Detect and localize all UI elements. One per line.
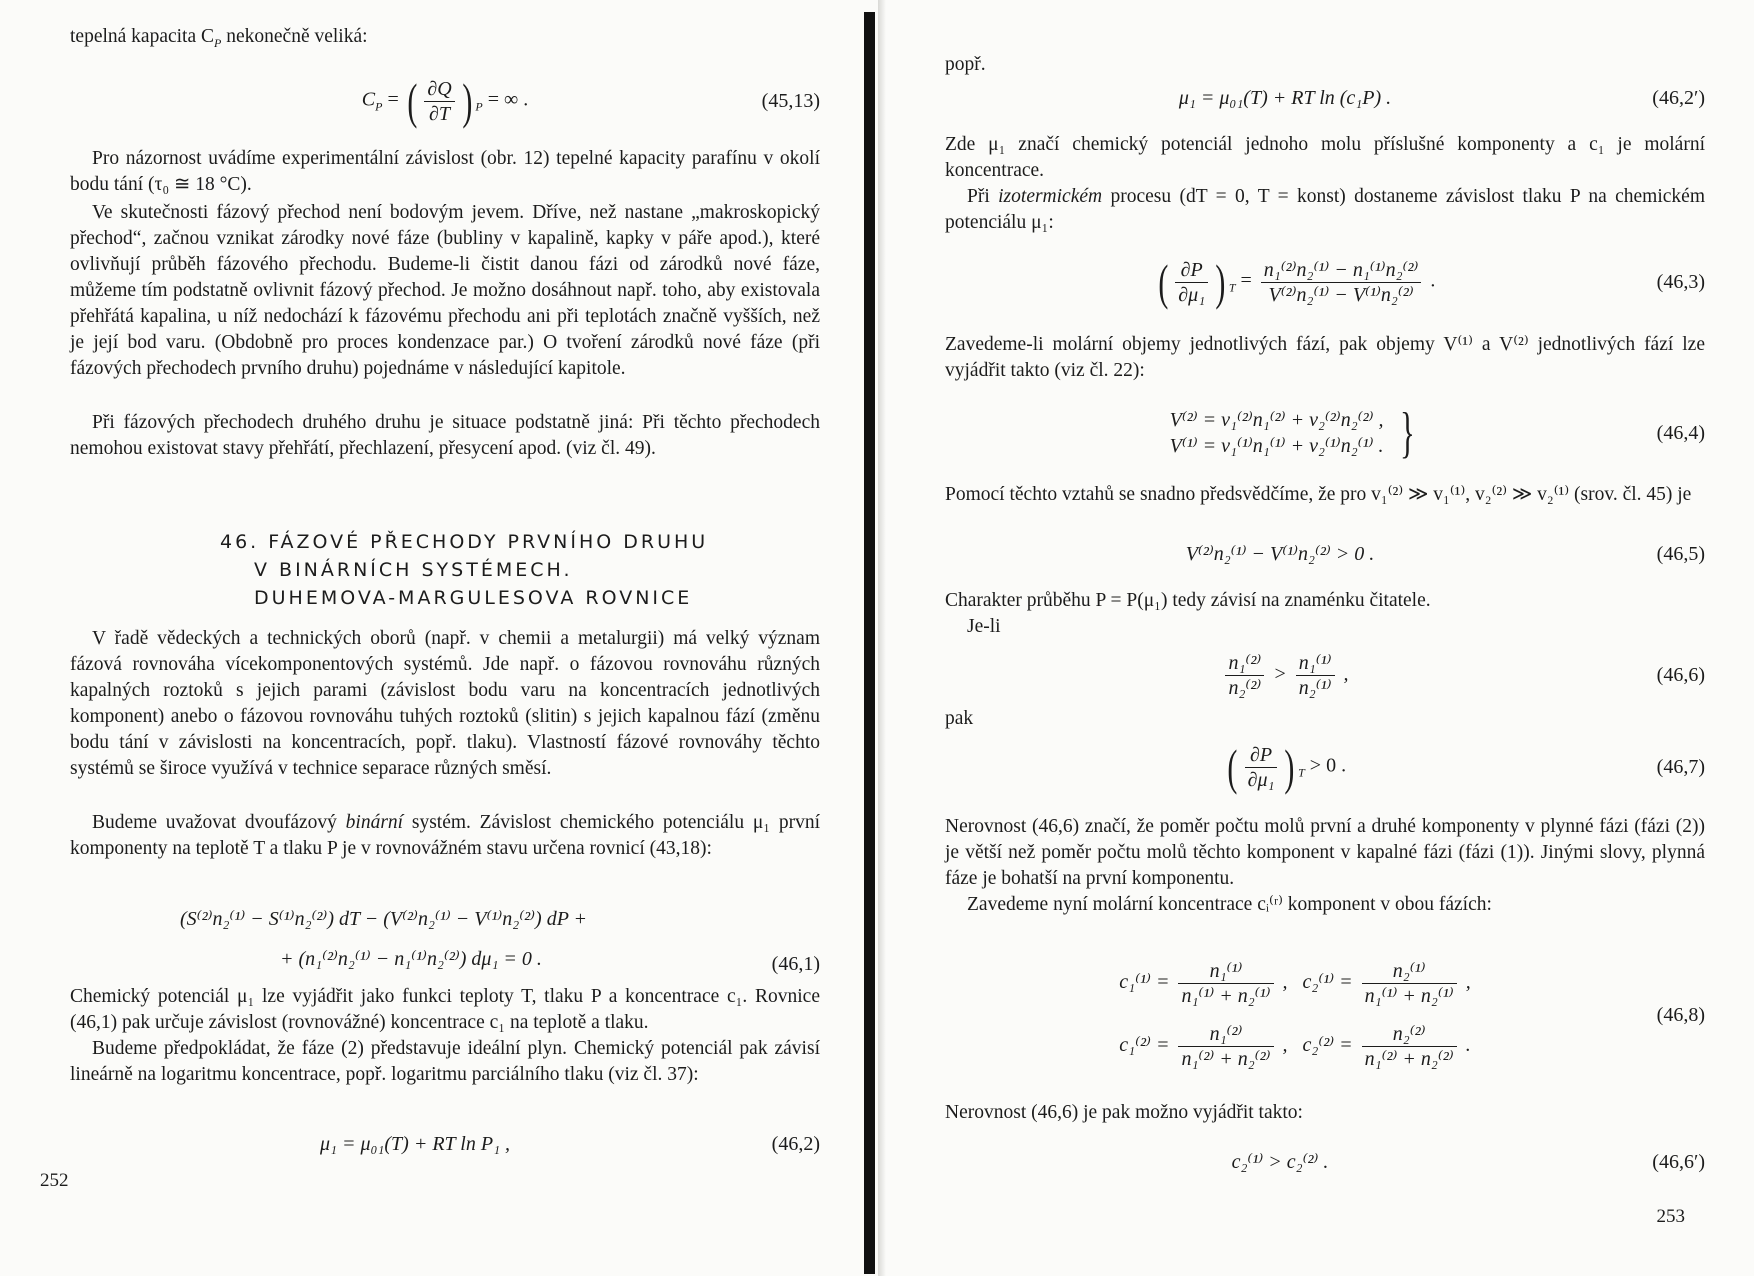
gutter-shadow <box>878 0 886 1276</box>
equation-label: (46,4) <box>1656 422 1705 444</box>
equation-46-5: V⁽²⁾n₂⁽¹⁾ − V⁽¹⁾n₂⁽²⁾ > 0 . (46,5) <box>1185 543 1705 565</box>
paragraph: Zavedeme nyní molární koncentrace cᵢ⁽ʳ⁾ komponent v obou fázích: <box>967 894 1492 915</box>
equation-label: (46,8) <box>1656 1004 1705 1026</box>
equation-label: (46,7) <box>1656 756 1705 778</box>
equation-46-6-prime: c₂⁽¹⁾ > c₂⁽²⁾ . (46,6′) <box>1231 1151 1705 1173</box>
equation-46-2-prime: μ₁ = μ₀₁(T) + RT ln (c₁P) . (46,2′) <box>1178 87 1705 109</box>
paragraph: Budeme předpokládat, že fáze (2) představuje ideální plyn. Chemický potenciál pak závisí lineárně na logaritmu koncentrace, popř. logaritmu parciálního tlaku (viz čl. 37): <box>70 1038 820 1085</box>
equation-46-4: V⁽²⁾ = v₁⁽²⁾n₁⁽²⁾ + v₂⁽²⁾n₂⁽²⁾ , V⁽¹⁾ = v₁⁽¹⁾n₁⁽¹⁾ + v₂⁽¹⁾n₂⁽¹⁾ . } (46,4) <box>1169 402 1705 464</box>
paragraph: Zde μ₁ značí chemický potenciál jednoho molu příslušné komponenty a c₁ je molární koncentrace. <box>945 134 1705 181</box>
paragraph: Budeme uvažovat dvoufázový binární systém. Závislost chemického potenciálu μ₁ první komponenty na teplotě T a tlaku P je v rovnovážném stavu určena rovnicí (43,18): <box>70 812 820 859</box>
equation-label: (46,2) <box>771 1133 820 1155</box>
equation-45-13: $C_P$ = ( $\frac{\partial Q}{\partial T}$ ) $_P$ = ∞ . (45,13) <box>361 73 820 129</box>
paragraph: Při fázových přechodech druhého druhu je situace podstatně jiná: Při těchto přechodech nemohou existovat stavy přehřátí, přechlazení, přesycení apod. (viz čl. 49). <box>70 412 820 459</box>
right-page <box>945 0 1705 1276</box>
popr-word: popř. <box>945 54 986 75</box>
equation-label: (46,6) <box>1656 664 1705 686</box>
pak-word: pak <box>945 708 974 729</box>
equation-46-1: (S⁽²⁾n₂⁽¹⁾ − S⁽¹⁾n₂⁽²⁾) dT − (V⁽²⁾n₂⁽¹⁾ − V⁽¹⁾n₂⁽²⁾) dP + + (n₁⁽²⁾n₂⁽¹⁾ − n₁⁽¹⁾n₂⁽²⁾) dμ₁ = 0 . (46,1) <box>70 894 820 984</box>
paragraph: Ve skutečnosti fázový přechod není bodovým jevem. Dříve, než nastane „makroskopický přechod“, začnou vznikat zárodky nové fáze (bubliny v kapalině, kapky v páře apod.), které ovlivňují průběh fázového přechodu. Budeme-li čistit danou fázi od zárodků nové fáze, můžeme tím podstatně ovlivnit fázový přechod. Je možno dosáhnout např. toho, aby existovala přehřátá kapalina, u níž nedochází k fázovému přechodu ani při teplotách značně vyšších, než je její bod varu. (Obdobně pro proces kondenzace par.) O tvoření zárodků nové fáze (při fázových přechodech prvního druhu) pojednáme v následující kapitole. <box>70 202 820 379</box>
section-heading: 46. FÁZOVÉ PŘECHODY PRVNÍHO DRUHU V BINÁRNÍCH SYSTÉMECH. DUHEMOVA-MARGULESOVA ROVNICE <box>220 531 709 609</box>
paragraph: Nerovnost (46,6) je pak možno vyjádřit takto: <box>945 1102 1303 1123</box>
left-page <box>40 0 820 1276</box>
equation-label: (46,1) <box>771 953 820 975</box>
equation-46-6: $\frac{\text{n₁⁽²⁾}}{\text{n₂⁽²⁾}}$ > $\frac{\text{n₁⁽¹⁾}}{\text{n₂⁽¹⁾}}$ , (46,6) <box>945 642 1705 708</box>
page-number: 252 <box>40 1170 69 1191</box>
equation-label: (45,13) <box>761 90 820 112</box>
paragraph: Nerovnost (46,6) značí, že poměr počtu molů první a druhé komponenty v plynné fázi (fázi (2)) je větší než poměr počtu molů těchto komponent v kapalné fázi (fázi (1)). Jinými slovy, plynná fáze je bohatší na první komponentu. <box>945 816 1705 889</box>
equation-46-2: μ₁ = μ₀₁(T) + RT ln P₁ , (46,2) <box>319 1133 820 1155</box>
paragraph: Chemický potenciál μ₁ lze vyjádřit jako funkci teploty T, tlaku P a koncentrace c₁. Rovnice (46,1) pak určuje závislost (rovnovážné) koncentrace c₁ na teplotě a tlaku. <box>70 986 820 1033</box>
equation-label: (46,5) <box>1656 543 1705 565</box>
paragraph: V řadě vědeckých a technických oborů (např. v chemii a metalurgii) má velký význam fázová rovnováha vícekomponentových systémů. Jde např. o fázovou rovnováhu různých kapalných roztoků s jejich parami (závislost bodu varu na koncentracích jednotlivých komponent) anebo o fázovou rovnováhu tuhých roztoků (slitin) s jejich kapalnou fází (změnu bodu tání v závislosti na koncentracích, popř. tlaku). Vlastností fázové rovnováhy těchto systémů se široce využívá v technice separace různých směsí. <box>70 628 820 779</box>
book-gutter <box>864 12 875 1274</box>
jeli-word: Je-li <box>967 616 1001 637</box>
paragraph: Při izotermickém procesu (dT = 0, T = konst) dostaneme závislost tlaku P na chemickém potenciálu μ₁: <box>945 186 1705 233</box>
page-number: 253 <box>1656 1206 1685 1227</box>
paragraph: Charakter průběhu P = P(μ₁) tedy závisí na znaménku čitatele. <box>945 590 1431 611</box>
equation-46-3: ( $\frac{\partial P}{\text{∂μ₁}}$ ) $_T$ = $\frac{\text{n₁⁽²⁾n₂⁽¹⁾ − n₁⁽¹⁾n₂⁽²⁾}}{\text{V⁽²⁾n₂⁽¹⁾ − V⁽¹⁾n₂⁽²⁾}}$ . (46,3) <box>1157 254 1705 310</box>
equation-label: (46,3) <box>1656 271 1705 293</box>
equation-46-7: ( $\frac{\partial P}{\text{∂μ₁}}$ ) $_T$ > 0 . (46,7) <box>1227 739 1705 795</box>
equation-46-8: c₁⁽¹⁾ = $\frac{\text{n₁⁽¹⁾}}{\text{n₁⁽¹⁾ + n₂⁽¹⁾}}$ , c₂⁽¹⁾ = $\frac{\text{n₂⁽¹⁾}}{\text{n₁⁽¹⁾ + n₂⁽¹⁾}}$ , c₁⁽²⁾ = $\frac{\text{n₁⁽²⁾}}{\text{n₁⁽²⁾ + n₂⁽²⁾}}$ , c₂⁽²⁾ = $\frac{\text{n₂⁽²⁾}}{\text{n₁⁽²⁾ + n₂⁽²⁾}}$ . (46,8) <box>1119 960 1705 1070</box>
paragraph: Zavedeme-li molární objemy jednotlivých fází, pak objemy V⁽¹⁾ a V⁽²⁾ jednotlivých fází lze vyjádřit takto (viz čl. 22): <box>945 334 1705 381</box>
intro-line: tepelná kapacita $C_P$ nekonečně veliká: <box>70 26 368 50</box>
paragraph: Pomocí těchto vztahů se snadno předsvědčíme, že pro v₁⁽²⁾ ≫ v₁⁽¹⁾, v₂⁽²⁾ ≫ v₂⁽¹⁾ (srov. čl. 45) je <box>945 484 1692 505</box>
paragraph: Pro názornost uvádíme experimentální závislost (obr. 12) tepelné kapacity parafínu v okolí bodu tání (τ₀ ≅ 18 °C). <box>70 148 820 195</box>
equation-label: (46,2′) <box>1652 87 1705 109</box>
equation-label: (46,6′) <box>1652 1151 1705 1173</box>
